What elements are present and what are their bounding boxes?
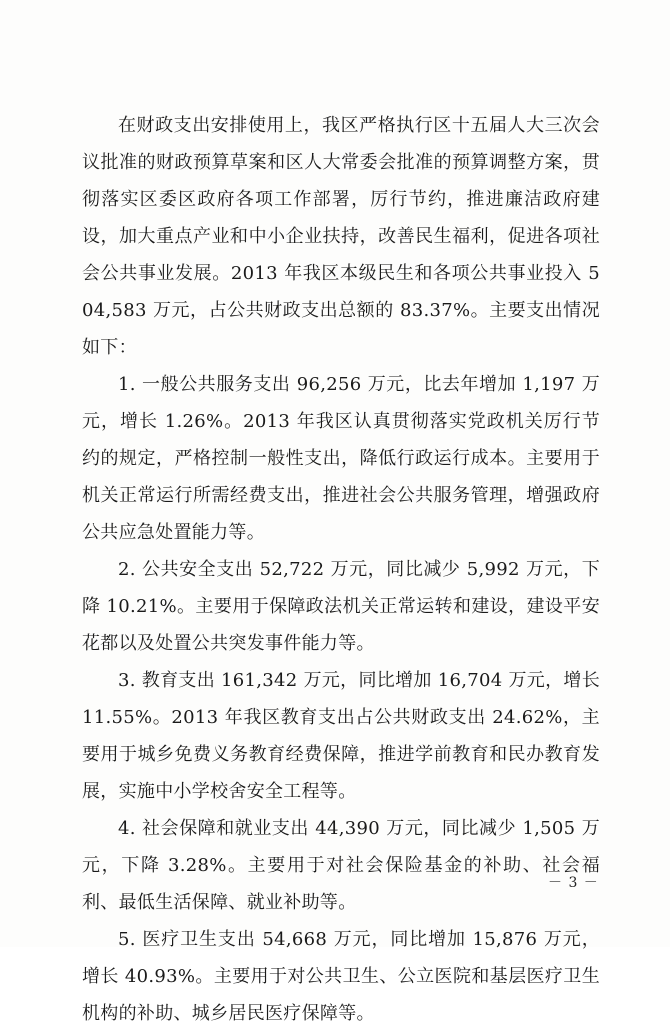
paragraph-general-public-services: 1. 一般公共服务支出 96,256 万元，比去年增加 1,197 万元，增长 1.26%。2013 年我区认真贯彻落实党政机关厉行节约的规定，严格控制一般性支出，降低行政运行成本。主要用于机关正常运行所需经费支出，推进社会公共服务管理，增强政府公共应急处置能力等。 <box>82 374 600 543</box>
document-body <box>82 107 600 1032</box>
paragraph-expenditure-overview: 在财政支出安排使用上，我区严格执行区十五届人大三次会议批准的财政预算草案和区人大常委会批准的预算调整方案，贯彻落实区委区政府各项工作部署，厉行节约，推进廉洁政府建设，加大重点产业和中小企业扶持，改善民生福利，促进各项社会公共事业发展。2013 年我区本级民生和各项公共事业投入 504,583 万元，占公共财政支出总额的 83.37%。主要支出情况如下： <box>82 115 600 358</box>
paragraph-social-security-employment: 4. 社会保障和就业支出 44,390 万元，同比减少 1,505 万元，下降 3.28%。主要用于对社会保险基金的补助、社会福利、最低生活保障、就业补助等。 <box>82 818 600 913</box>
paragraph-public-safety: 2. 公共安全支出 52,722 万元，同比减少 5,992 万元，下降 10.21%。主要用于保障政法机关正常运转和建设，建设平安花都以及处置公共突发事件能力等。 <box>82 559 600 654</box>
paragraph-medical-health: 5. 医疗卫生支出 54,668 万元，同比增加 15,876 万元，增长 40.93%。主要用于对公共卫生、公立医院和基层医疗卫生机构的补助、城乡居民医疗保障等。 <box>82 929 600 1024</box>
page-number: － 3 － <box>548 875 599 891</box>
paragraph-education: 3. 教育支出 161,342 万元，同比增加 16,704 万元，增长 11.55%。2013 年我区教育支出占公共财政支出 24.62%，主要用于城乡免费义务教育经费保障，推进学前教育和民办教育发展，实施中小学校舍安全工程等。 <box>82 670 600 802</box>
